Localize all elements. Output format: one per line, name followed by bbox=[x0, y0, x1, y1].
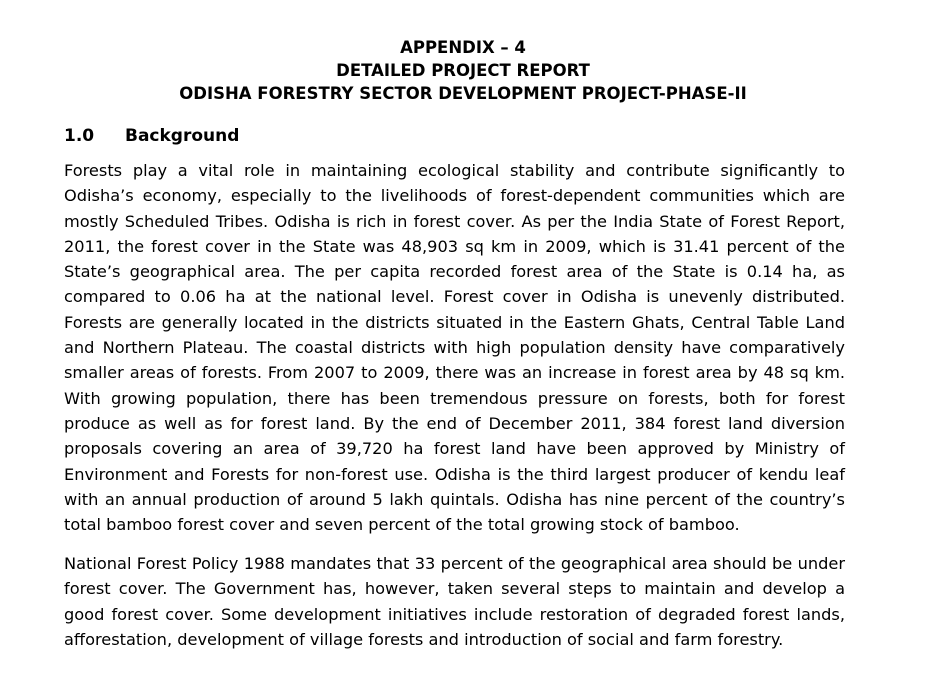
project-title: ODISHA FORESTRY SECTOR DEVELOPMENT PROJECT-PHASE-II bbox=[179, 84, 747, 103]
appendix-title: APPENDIX – 4 bbox=[400, 38, 526, 57]
section-heading bbox=[64, 124, 239, 148]
section-number: 1.0 bbox=[64, 126, 95, 146]
body-paragraph: National Forest Policy 1988 mandates that 33 percent of the geographical area should be under forest cover. The Government has, however, taken several steps to maintain and develop a good forest cover. Some development initiatives include restoration of degraded forest lands, afforestation, development of village forests and introduction of social and farm forestry. bbox=[64, 554, 845, 649]
section-title: Background bbox=[125, 126, 240, 146]
report-title: DETAILED PROJECT REPORT bbox=[336, 61, 590, 80]
body-paragraph: Forests play a vital role in maintaining ecological stability and contribute significantly to Odisha’s economy, especially to the livelihoods of forest-dependent communities which are mostly Scheduled Tribes. Odisha is rich in forest cover. As per the India State of Forest Report, 2011, the forest cover in the State was 48,903 sq km in 2009, which is 31.41 percent of the State’s geographical area. The per capita recorded forest area of the State is 0.14 ha, as compared to 0.06 ha at the national level. Forest cover in Odisha is unevenly distributed. Forests are generally located in the districts situated in the Eastern Ghats, Central Table Land and Northern Plateau. The coastal districts with high population density have comparatively smaller areas of forests. From 2007 to 2009, there was an increase in forest area by 48 sq km. With growing population, there has been tremendous pressure on forests, both for forest produce as well as for forest land. By the end of December 2011, 384 forest land diversion proposals covering an area of 39,720 ha forest land have been approved by Ministry of Environment and Forests for non-forest use. Odisha is the third largest producer of kendu leaf with an annual production of around 5 lakh quintals. Odisha has nine percent of the country’s total bamboo forest cover and seven percent of the total growing stock of bamboo. bbox=[64, 161, 845, 535]
document-header bbox=[0, 36, 926, 105]
